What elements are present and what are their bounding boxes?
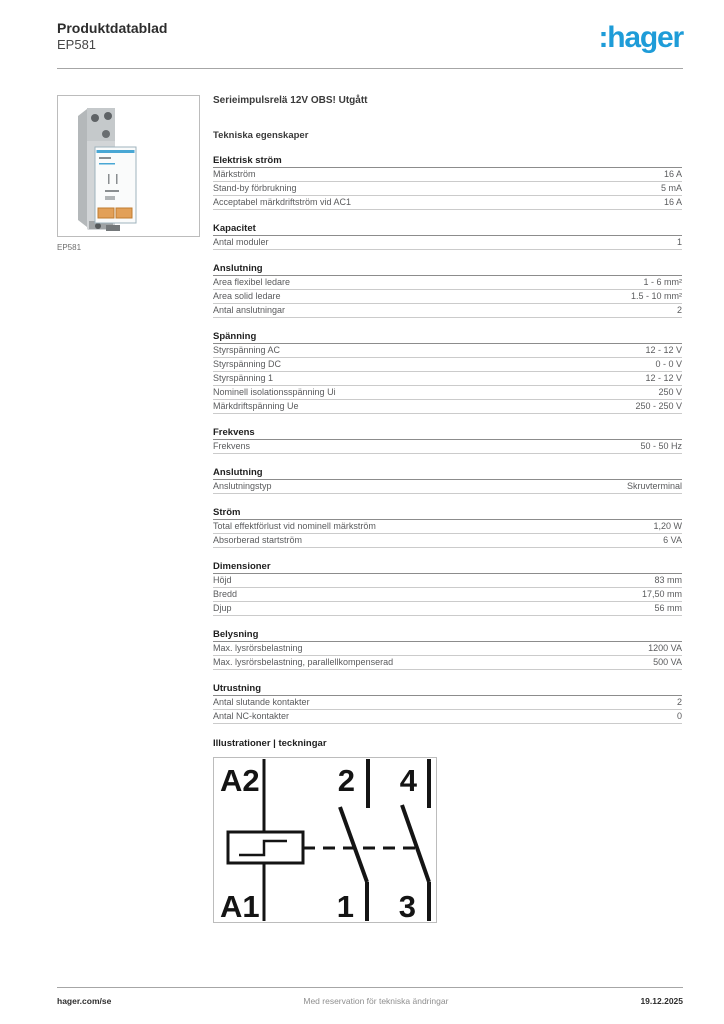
- spec-value: 6 VA: [663, 535, 682, 545]
- spec-section: [213, 629, 682, 670]
- section-title: Anslutning: [213, 467, 682, 480]
- footer-website-link[interactable]: hager.com/se: [57, 996, 112, 1006]
- spec-section: [213, 561, 682, 616]
- spec-section: [213, 331, 682, 414]
- wiring-diagram: [213, 757, 437, 923]
- table-row: [213, 696, 682, 710]
- section-rows: [213, 696, 682, 724]
- spec-value: 83 mm: [654, 575, 682, 585]
- page-header: [57, 20, 683, 53]
- product-image-caption: EP581: [57, 243, 82, 252]
- section-rows: [213, 574, 682, 616]
- spec-sections: [213, 155, 682, 724]
- spec-label: Styrspänning DC: [213, 359, 282, 369]
- section-title: Kapacitet: [213, 223, 682, 236]
- spec-label: Total effektförlust vid nominell märkström: [213, 521, 376, 531]
- table-row: [213, 574, 682, 588]
- table-row: [213, 534, 682, 548]
- section-title: Spänning: [213, 331, 682, 344]
- spec-label: Styrspänning AC: [213, 345, 281, 355]
- spec-value: 16 A: [663, 197, 682, 207]
- terminal-label-a2: A2: [220, 763, 260, 798]
- content-column: [213, 95, 682, 923]
- terminal-label-a1: A1: [220, 889, 260, 922]
- section-rows: [213, 236, 682, 250]
- spec-section: [213, 683, 682, 724]
- section-rows: [213, 168, 682, 210]
- table-row: [213, 196, 682, 210]
- section-title: Frekvens: [213, 427, 682, 440]
- table-row: [213, 304, 682, 318]
- spec-value: 50 - 50 Hz: [640, 441, 682, 451]
- terminal-label-4: 4: [399, 763, 417, 798]
- section-rows: [213, 520, 682, 548]
- spec-value: 2: [676, 305, 682, 315]
- table-row: [213, 480, 682, 494]
- spec-value: 17,50 mm: [641, 589, 682, 599]
- spec-section: [213, 155, 682, 210]
- table-row: [213, 710, 682, 724]
- section-rows: [213, 276, 682, 318]
- section-title: Dimensioner: [213, 561, 682, 574]
- spec-value: 0: [676, 711, 682, 721]
- table-row: [213, 236, 682, 250]
- terminal-label-1: 1: [336, 889, 354, 922]
- table-row: [213, 344, 682, 358]
- spec-label: Djup: [213, 603, 232, 613]
- spec-value: 1200 VA: [648, 643, 682, 653]
- spec-value: 1,20 W: [653, 521, 682, 531]
- table-row: [213, 602, 682, 616]
- spec-label: Bredd: [213, 589, 238, 599]
- section-rows: [213, 642, 682, 670]
- table-row: [213, 276, 682, 290]
- spec-label: Area flexibel ledare: [213, 277, 291, 287]
- spec-label: Stand-by förbrukning: [213, 183, 297, 193]
- spec-label: Antal slutande kontakter: [213, 697, 310, 707]
- spec-section: [213, 223, 682, 250]
- footer-date: 19.12.2025: [640, 996, 683, 1006]
- spec-label: Absorberad startström: [213, 535, 303, 545]
- spec-label: Anslutningstyp: [213, 481, 272, 491]
- section-title: Ström: [213, 507, 682, 520]
- terminal-label-3: 3: [398, 889, 416, 922]
- spec-label: Styrspänning 1: [213, 373, 274, 383]
- din-module-illustration: [58, 96, 199, 236]
- spec-value: 250 V: [658, 387, 682, 397]
- spec-section: [213, 467, 682, 494]
- spec-value: 1: [676, 237, 682, 247]
- table-row: [213, 168, 682, 182]
- section-title: Belysning: [213, 629, 682, 642]
- hager-logo: :hager: [598, 21, 683, 54]
- spec-value: 2: [676, 697, 682, 707]
- spec-value: 56 mm: [654, 603, 682, 613]
- product-image-column: [57, 95, 200, 252]
- spec-section: [213, 427, 682, 454]
- spec-value: 16 A: [663, 169, 682, 179]
- spec-label: Antal NC-kontakter: [213, 711, 290, 721]
- product-code: EP581: [57, 37, 97, 52]
- spec-value: 12 - 12 V: [645, 345, 682, 355]
- spec-value: 500 VA: [653, 657, 682, 667]
- spec-label: Acceptabel märkdriftström vid AC1: [213, 197, 352, 207]
- table-row: [213, 400, 682, 414]
- table-row: [213, 358, 682, 372]
- table-row: [213, 182, 682, 196]
- spec-section: [213, 507, 682, 548]
- spec-section: [213, 263, 682, 318]
- table-row: [213, 642, 682, 656]
- terminal-label-2: 2: [337, 763, 355, 798]
- spec-value: Skruvterminal: [626, 481, 682, 491]
- spec-label: Märkdriftspänning Ue: [213, 401, 299, 411]
- spec-value: 250 - 250 V: [635, 401, 682, 411]
- spec-label: Nominell isolationsspänning Ui: [213, 387, 336, 397]
- table-row: [213, 372, 682, 386]
- spec-label: Area solid ledare: [213, 291, 281, 301]
- spec-label: Frekvens: [213, 441, 251, 451]
- page-footer: [57, 987, 683, 1006]
- spec-label: Antal moduler: [213, 237, 269, 247]
- spec-label: Max. lysrörsbelastning: [213, 643, 303, 653]
- product-image: [57, 95, 200, 237]
- document-title: Produktdatablad: [57, 20, 168, 36]
- spec-label: Höjd: [213, 575, 232, 585]
- table-row: [213, 656, 682, 670]
- spec-value: 1 - 6 mm²: [643, 277, 682, 287]
- spec-label: Max. lysrörsbelastning, parallellkompenserad: [213, 657, 394, 667]
- header-divider: [57, 68, 683, 69]
- table-row: [213, 520, 682, 534]
- product-title: Serieimpulsrelä 12V OBS! Utgått: [213, 95, 368, 106]
- section-rows: [213, 480, 682, 494]
- table-row: [213, 440, 682, 454]
- spec-label: Märkström: [213, 169, 256, 179]
- spec-value: 0 - 0 V: [655, 359, 682, 369]
- spec-value: 5 mA: [660, 183, 682, 193]
- table-row: [213, 588, 682, 602]
- section-title: Elektrisk ström: [213, 155, 682, 168]
- section-title: Utrustning: [213, 683, 682, 696]
- illustrations-heading: Illustrationer | teckningar: [213, 738, 327, 749]
- section-rows: [213, 344, 682, 414]
- footer-disclaimer: Med reservation för tekniska ändringar: [303, 996, 449, 1006]
- table-row: [213, 290, 682, 304]
- section-rows: [213, 440, 682, 454]
- spec-value: 12 - 12 V: [645, 373, 682, 383]
- section-title: Anslutning: [213, 263, 682, 276]
- table-row: [213, 386, 682, 400]
- spec-label: Antal anslutningar: [213, 305, 286, 315]
- spec-value: 1.5 - 10 mm²: [630, 291, 682, 301]
- specs-heading: Tekniska egenskaper: [213, 130, 309, 141]
